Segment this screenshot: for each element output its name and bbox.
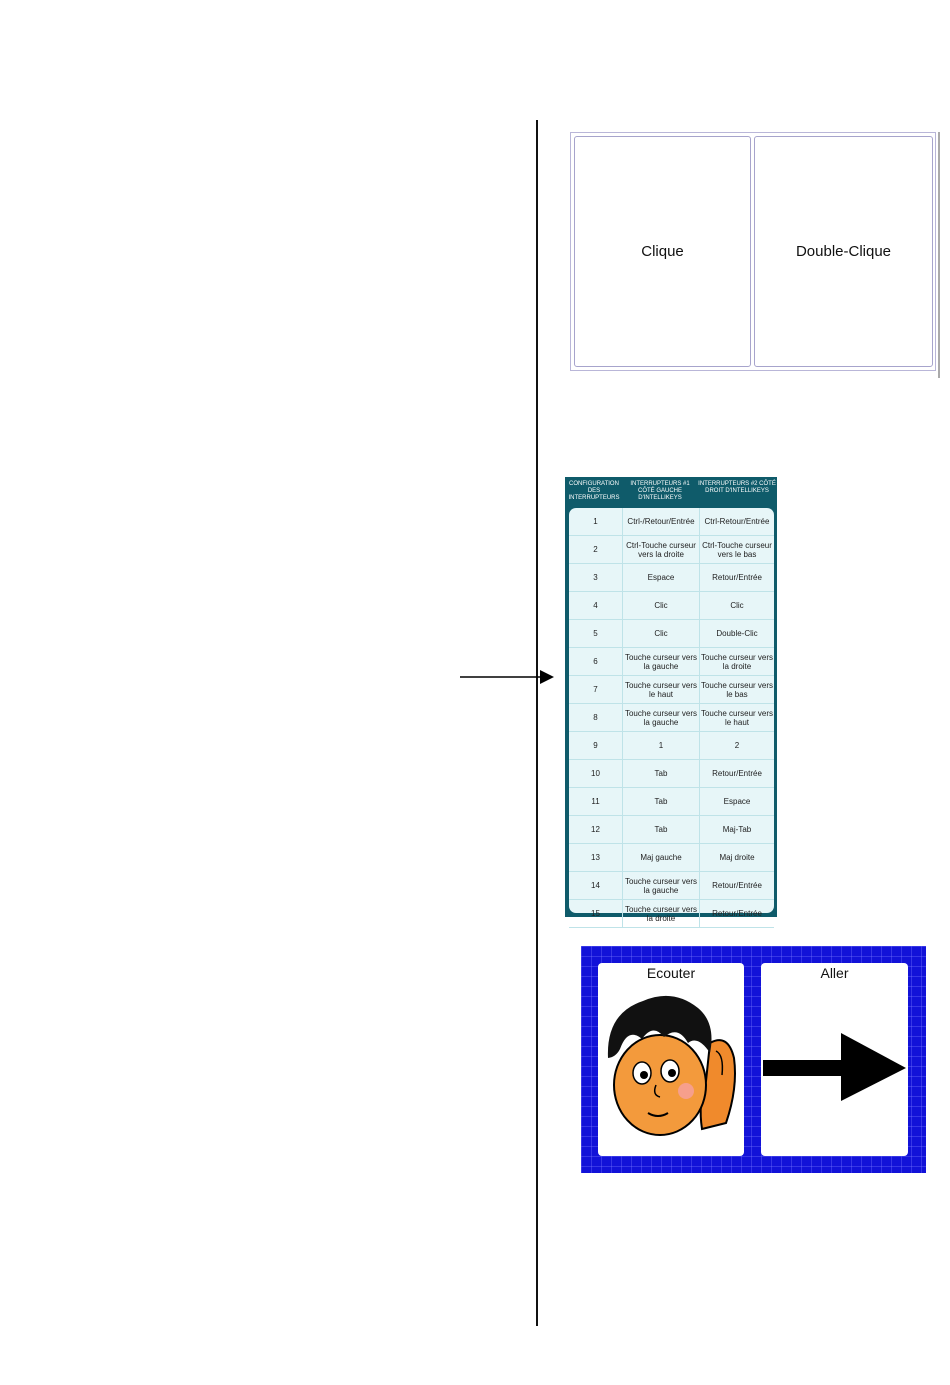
table-row [569,536,774,564]
switch-1-cell: Tab [623,760,700,787]
switch-1-cell: Touche curseur vers la gauche [623,648,700,675]
click-cell[interactable] [574,136,751,367]
table-row [569,816,774,844]
table-row [569,732,774,760]
switch-config-table [565,477,777,923]
switch-2-cell: Ctrl-Retour/Entrée [704,517,770,526]
switch-2-cell: Retour/Entrée [712,881,762,890]
double-click-label: Double-Clique [795,243,892,260]
switch-1-cell: 1 [623,732,700,759]
switch-1-cell: Touche curseur vers le haut [623,676,700,703]
table-row [569,648,774,676]
row-number: 11 [569,788,623,815]
row-number: 5 [569,620,623,647]
table-row [569,900,774,928]
switch-1-cell: Espace [623,564,700,591]
go-card[interactable] [761,963,908,1156]
row-number: 2 [569,536,623,563]
table-row [569,508,774,536]
table-row [569,704,774,732]
switch-1-cell: Maj gauche [623,844,700,871]
listen-card[interactable] [598,963,744,1156]
switch-2-cell: Touche curseur vers le haut [700,708,774,727]
header-switch-1: INTERRUPTEURS #1 CÔTÉ GAUCHE D'INTELLIKEYS [630,481,690,501]
arrow-right-icon [460,667,554,687]
switch-1-cell: Touche curseur vers la gauche [623,704,700,731]
switch-2-cell: Touche curseur vers la droite [700,652,774,671]
switch-1-cell: Clic [623,620,700,647]
switch-2-cell: Retour/Entrée [712,909,762,918]
header-config: CONFIGURATION DES INTERRUPTEURS [568,481,620,501]
table-row [569,760,774,788]
picture-board [581,946,926,1173]
switch-2-cell: Clic [730,601,744,610]
switch-2-cell: 2 [734,741,740,750]
row-number: 4 [569,592,623,619]
listen-label: Ecouter [646,965,696,981]
double-click-cell[interactable] [754,136,933,367]
column-divider [536,120,538,1326]
row-number: 12 [569,816,623,843]
row-number: 14 [569,872,623,899]
switch-1-cell: Touche curseur vers la gauche [623,872,700,899]
switch-2-cell: Ctrl-Touche curseur vers le bas [702,540,772,559]
table-row [569,564,774,592]
switch-2-cell: Double-Clic [716,629,758,638]
switch-1-cell: Touche curseur vers la droite [623,900,700,927]
click-overlay [570,132,940,372]
table-row [569,676,774,704]
table-row [569,872,774,900]
table-row [569,620,774,648]
arrow-right-icon [761,963,908,1156]
overlay-edge [938,132,940,378]
table-header [565,477,777,508]
go-label: Aller [820,965,849,981]
row-number: 10 [569,760,623,787]
row-number: 7 [569,676,623,703]
switch-1-cell: Tab [623,816,700,843]
table-row [569,844,774,872]
row-number: 13 [569,844,623,871]
row-number: 6 [569,648,623,675]
row-number: 3 [569,564,623,591]
switch-2-cell: Retour/Entrée [712,573,762,582]
row-number: 1 [569,508,623,535]
row-number: 8 [569,704,623,731]
listening-boy-icon [598,963,744,1156]
overlay-frame [570,132,936,371]
row-number: 9 [569,732,623,759]
table-row [569,788,774,816]
switch-2-cell: Maj droite [719,853,755,862]
switch-1-cell: Clic [623,592,700,619]
switch-1-cell: Tab [623,788,700,815]
header-switch-2: INTERRUPTEURS #2 CÔTÉ DROIT D'INTELLIKEYS [698,481,776,494]
switch-2-cell: Maj-Tab [722,825,752,834]
switch-2-cell: Retour/Entrée [712,769,762,778]
switch-1-cell: Ctrl-/Retour/Entrée [623,508,700,535]
row-number: 15 [569,900,623,927]
table-row [569,592,774,620]
table-body [569,508,774,923]
switch-2-cell: Touche curseur vers le bas [700,680,774,699]
click-label: Clique [641,243,684,260]
switch-1-cell: Ctrl-Touche curseur vers la droite [623,536,700,563]
switch-2-cell: Espace [723,797,751,806]
